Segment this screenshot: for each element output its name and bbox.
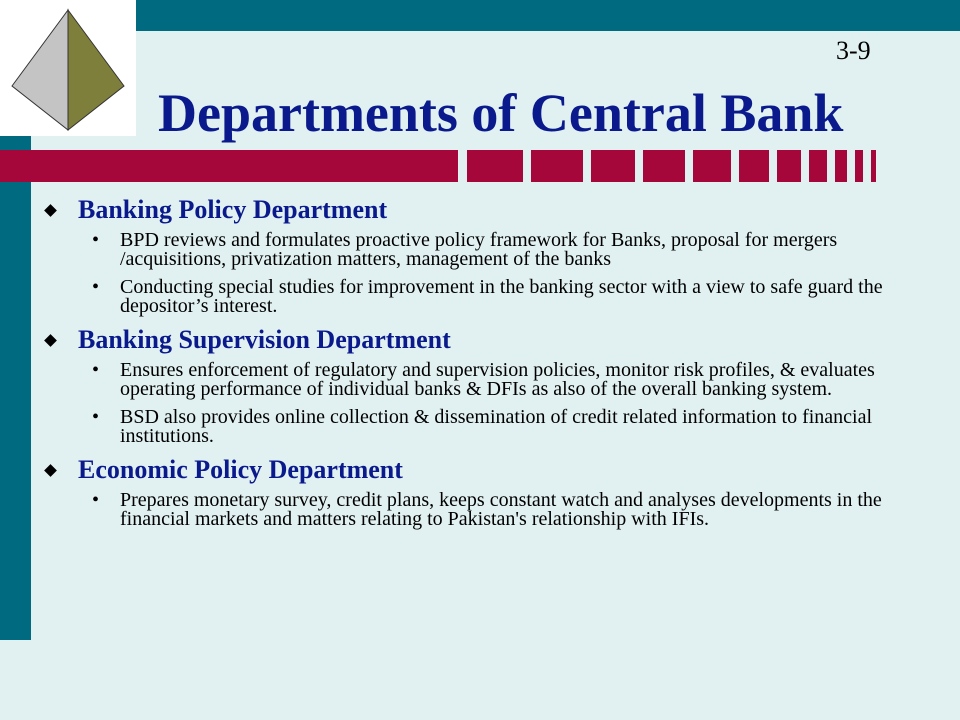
bullet-item (42, 361, 912, 399)
bullet-item (42, 231, 912, 269)
section-economic-policy (42, 455, 912, 529)
pyramid-logo-icon (0, 0, 136, 136)
bullet-text: Prepares monetary survey, credit plans, keeps constant watch and analyses developments in the financial markets and matters relating to Pakistan's relationship with IFIs. (120, 489, 882, 530)
diamond-bullet-icon (44, 334, 57, 347)
logo (0, 0, 136, 136)
decorative-stripe (0, 150, 960, 184)
section-heading (42, 195, 912, 225)
slide-title: Departments of Central Bank (158, 83, 844, 143)
dot-bullet-icon: • (92, 359, 100, 381)
dot-bullet-icon: • (92, 276, 100, 298)
section-heading (42, 455, 912, 485)
dot-bullet-icon: • (92, 229, 100, 251)
section-banking-policy (42, 195, 912, 316)
top-bar (136, 0, 960, 31)
heading-text: Banking Policy Department (78, 195, 388, 224)
content-area (42, 195, 912, 538)
section-heading (42, 325, 912, 355)
bullet-text: BPD reviews and formulates proactive policy framework for Banks, proposal for mergers /acquisitions, privatization matters, management of the banks (120, 229, 838, 270)
bullet-text: Ensures enforcement of regulatory and supervision policies, monitor risk profiles, & evaluates operating performance of individual banks & DFIs as also of the overall banking system. (120, 359, 875, 400)
dot-bullet-icon: • (92, 489, 100, 511)
bullet-item (42, 491, 912, 529)
bullet-item (42, 408, 912, 446)
heading-text: Economic Policy Department (78, 455, 403, 484)
bullet-item (42, 278, 912, 316)
diamond-bullet-icon (44, 204, 57, 217)
slide-number: 3-9 (836, 36, 871, 65)
dot-bullet-icon: • (92, 406, 100, 428)
section-banking-supervision (42, 325, 912, 446)
bullet-text: BSD also provides online collection & dissemination of credit related information to financial institutions. (120, 406, 873, 447)
diamond-bullet-icon (44, 464, 57, 477)
heading-text: Banking Supervision Department (78, 325, 451, 354)
bullet-text: Conducting special studies for improvement in the banking sector with a view to safe guard the depositor’s interest. (120, 276, 883, 317)
